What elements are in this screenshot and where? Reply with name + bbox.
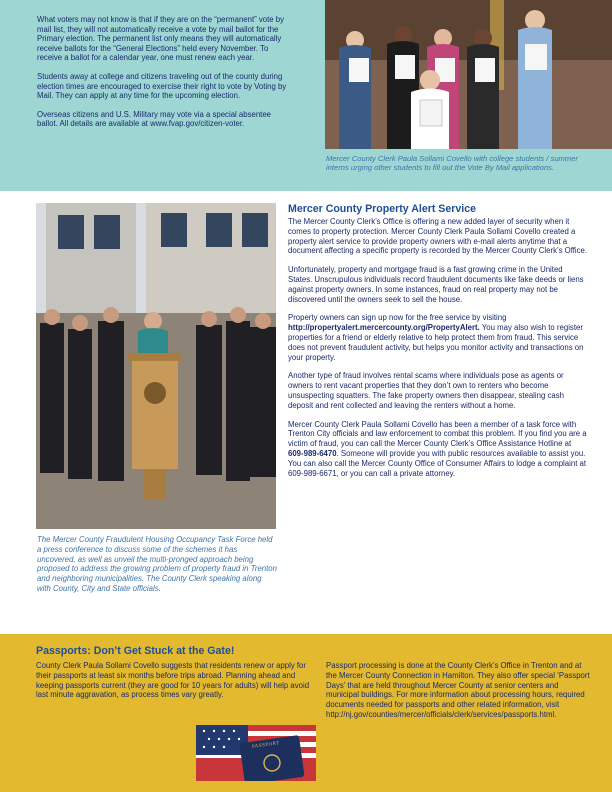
passports-right-text: Passport processing is done at the County Clerk’s Office in Trenton and at the Mercer County Connection in Hamilton. They also offer special ‘Passport Days’ that are held throughout Mercer County at senior centers and municipal buildings. For more information about processing hours, required documents needed for passports and other related information, visit http://nj.gov/counties/mercer/officials/clerk/services/passports.html. (326, 661, 590, 719)
passports-heading: Passports: Don’t Get Stuck at the Gate! (36, 645, 235, 657)
passport-cover-label: PASSPORT (251, 741, 281, 750)
passports-left-text: County Clerk Paula Sollami Covello suggests that residents renew or apply for their passports at least six months before trips abroad. Planning ahead and keeping passports current (they are good for 10 years for adults) will help avoid last minute aggravation, as process times vary greatly. (36, 661, 310, 700)
press-conference-illustration (36, 203, 276, 529)
alert-signup-paragraph (288, 313, 588, 362)
alert-paragraph-3: Another type of fraud involves rental scams where individuals pose as agents or owners to rent vacant properties that they don’t own to renters who become unsuspecting squatters. The fake property owners then disappear, stealing cash deposit and rent collected and leaving the renters without a home. (288, 371, 564, 410)
students-photo-illustration (325, 0, 612, 149)
press-conference-caption: The Mercer County Fraudulent Housing Occupancy Task Force held a press conference to discuss some of the schemes it has uncovered, as well as unveil the multi-pronged approach being proposed to address the growing problem of property fraud in Trenton and neighboring municipalities. The County Clerk speaking along with County, City and State officials. (37, 535, 277, 593)
property-alert-link[interactable]: http://propertyalert.mercercounty.org/PropertyAlert. (288, 323, 480, 333)
signup-text-before: Property owners can sign up now for the free service by visiting (288, 313, 507, 323)
alert-paragraph-2: Unfortunately, property and mortgage fraud is a fast growing crime in the United States. Unscrupulous individuals record fraudulent documents like fake deeds or liens against property owners. In some instances, fraud on real property may not be discovered until the owners seek to sell the house. (288, 265, 584, 304)
property-alert-section (288, 203, 588, 487)
vote-paragraph-3: Overseas citizens and U.S. Military may vote via a special absentee ballot. All details are available at www.fvap.gov/citizen-voter. (37, 109, 272, 129)
alert-task-force-paragraph (288, 420, 588, 479)
students-photo (325, 0, 612, 149)
vote-by-mail-text (37, 15, 289, 138)
hotline-phone: 609-989-6470 (288, 448, 337, 458)
passport-photo (196, 725, 316, 781)
task-force-text-before: Mercer County Clerk Paula Sollami Covello has been a member of a task force with Trenton City officials and law enforcement to combat this problem. If you find you are a victim of fraud, you can call the Mercer County Clerk’s Office Assistance Hotline at (288, 419, 587, 449)
task-force-text-after: . Someone will provide you with public resources available to assist you. You can also call the Mercer County Office of Consumer Affairs to lodge a complaint at 609-989-6671, or you can call a private attorney. (288, 448, 587, 478)
alert-paragraph-1: The Mercer County Clerk’s Office is offering a new added layer of security when it comes to property protection. Mercer County Clerk Paula Sollami Covello created a property alert service to provide property owners with e-mail alerts anytime that a document affecting a specific property is recorded by the Mercer County Clerk’s Office. (288, 217, 588, 256)
property-alert-heading: Mercer County Property Alert Service (288, 203, 477, 215)
vote-paragraph-2: Students away at college and citizens traveling out of the county during election times are encouraged to exercise their right to vote by Voting by Mail. They can apply at any time for the upcoming election. (37, 71, 287, 101)
vote-paragraph-1: What voters may not know is that if they are on the “permanent” vote by mail list, they will not automatically receive a vote by mail ballot for the Primary election. The permanent list only means they will automatically receive ballots for the “General Elections” held every November. To receive a ballot for a calendar year, one must renew each year. (37, 15, 285, 63)
passport-illustration (196, 725, 316, 781)
signup-text-after: You may also wish to register properties for a friend or elderly relative to help protect them from fraud. This service does not prevent fraudulent activity, but helps you monitor activity and transactions on your property. (288, 323, 584, 362)
press-conference-photo (36, 203, 276, 529)
students-photo-caption: Mercer County Clerk Paula Sollami Covello with college students / summer interns urging other students to fill out the Vote By Mail applications. (326, 154, 578, 173)
